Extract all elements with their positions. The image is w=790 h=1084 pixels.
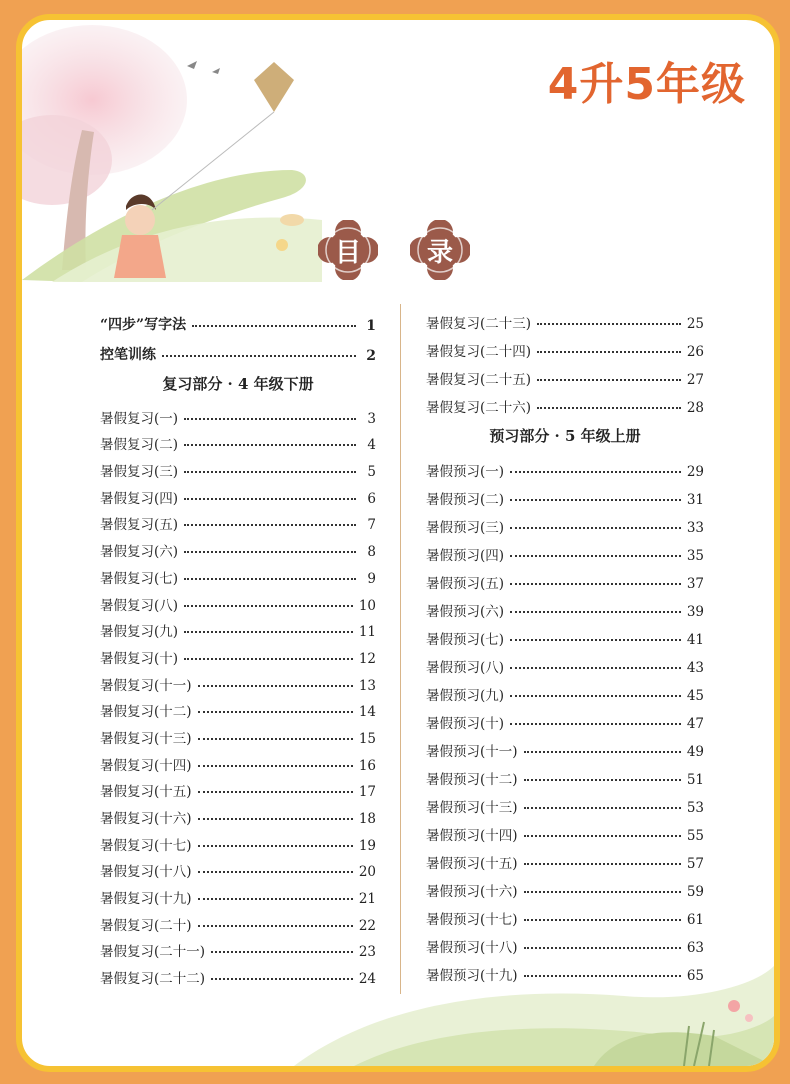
entry-page: 41 (686, 632, 704, 648)
entry-page: 21 (358, 891, 376, 908)
entry-page: 5 (367, 464, 376, 481)
entry-page: 8 (367, 544, 376, 561)
toc-entry[interactable] (100, 304, 376, 334)
entry-label: 暑假预习(三) (426, 520, 505, 536)
toc-entry[interactable] (426, 564, 704, 592)
leader-dots (510, 471, 681, 473)
entry-page: 13 (358, 677, 376, 694)
heading-badge (318, 220, 378, 280)
leader-dots (184, 631, 353, 633)
entry-label: 暑假预习(十五) (426, 856, 518, 872)
entry-label: 暑假复习(五) (100, 517, 179, 534)
leader-dots (524, 835, 681, 837)
heading-badge (410, 220, 470, 280)
entry-label: 暑假复习(四) (100, 490, 179, 507)
entry-page: 59 (686, 884, 704, 900)
entry-page: 47 (686, 716, 704, 732)
entry-page: 17 (358, 784, 376, 801)
entry-page: 19 (358, 837, 376, 854)
toc-entry[interactable] (426, 360, 704, 388)
toc-entry[interactable] (100, 854, 376, 881)
toc-entry[interactable] (426, 388, 704, 416)
leader-dots (198, 711, 353, 713)
leader-dots (524, 807, 681, 809)
entry-page: 11 (358, 624, 376, 641)
entry-label: 暑假复习(三) (100, 464, 179, 481)
toc-entry[interactable] (100, 453, 376, 480)
leader-dots (184, 444, 356, 446)
toc-entry[interactable] (426, 788, 704, 816)
entry-label: 暑假预习(四) (426, 548, 505, 564)
leader-dots (198, 791, 353, 793)
entry-label: 暑假预习(十二) (426, 772, 518, 788)
leader-dots (510, 527, 681, 529)
leader-dots (510, 723, 681, 725)
heading-char: 目 (334, 237, 361, 268)
leader-dots (510, 639, 681, 641)
entry-page: 16 (358, 757, 376, 774)
grade-title: 4升5年级 (547, 59, 746, 110)
leader-dots (537, 379, 681, 381)
entry-label: 暑假复习(八) (100, 597, 179, 614)
leader-dots (198, 765, 353, 767)
toc-entry[interactable] (426, 816, 704, 844)
entry-page: 23 (358, 944, 376, 961)
toc-entry[interactable] (100, 667, 376, 694)
leader-dots (184, 605, 353, 607)
entry-page: 49 (686, 744, 704, 760)
toc-entry[interactable] (100, 880, 376, 907)
entry-label: 暑假复习(十九) (100, 891, 192, 908)
entry-label: “四步”写字法 (100, 317, 187, 333)
entry-page: 4 (367, 437, 376, 454)
entry-page: 9 (367, 570, 376, 587)
heading-char: 录 (426, 237, 453, 268)
entry-page: 18 (358, 811, 376, 827)
entry-page: 65 (686, 968, 704, 984)
entry-page: 55 (686, 828, 704, 844)
toc-entry[interactable] (426, 452, 704, 480)
leader-dots (184, 418, 356, 420)
leader-dots (524, 779, 681, 781)
leader-dots (184, 578, 356, 580)
leader-dots (537, 407, 681, 409)
entry-page: 15 (358, 730, 376, 747)
leader-dots (184, 524, 356, 526)
toc-entry[interactable] (426, 704, 704, 732)
entry-page: 63 (686, 940, 704, 956)
leader-dots (524, 863, 681, 865)
entry-label: 暑假预习(十七) (426, 912, 518, 928)
section-title-preview: 预习部分 · 5 年级上册 (489, 427, 641, 445)
column-divider (400, 304, 401, 994)
entry-page: 12 (358, 650, 376, 667)
toc-entry[interactable] (100, 747, 376, 774)
entry-label: 暑假复习(二十六) (426, 400, 532, 416)
leader-dots (524, 919, 681, 921)
toc-entry[interactable] (100, 827, 376, 854)
toc-right-column (426, 304, 704, 984)
entry-label: 暑假复习(二十五) (426, 372, 532, 388)
entry-page: 2 (366, 348, 376, 364)
entry-page: 25 (686, 316, 704, 332)
entry-page: 37 (686, 576, 704, 592)
entry-page: 22 (358, 917, 376, 934)
leader-dots (537, 323, 681, 325)
toc-entry[interactable] (100, 640, 376, 667)
entry-label: 暑假预习(十一) (426, 744, 518, 760)
entry-label: 暑假复习(十三) (100, 730, 192, 747)
entry-page: 33 (686, 520, 704, 536)
review-entry-list (100, 400, 376, 987)
toc-entry[interactable] (426, 508, 704, 536)
entry-page: 53 (686, 800, 704, 816)
entry-label: 暑假复习(二十二) (100, 971, 206, 988)
entry-page: 31 (686, 492, 704, 508)
toc-entry[interactable] (100, 694, 376, 721)
entry-label: 暑假预习(十八) (426, 940, 518, 956)
entry-label: 暑假预习(二) (426, 492, 505, 508)
review-entry-list-continued (426, 304, 704, 416)
entry-label: 暑假复习(二十一) (100, 944, 206, 961)
leader-dots (184, 658, 353, 660)
toc-entry[interactable] (100, 480, 376, 507)
leader-dots (510, 499, 681, 501)
toc-entry[interactable] (426, 760, 704, 788)
entry-label: 暑假复习(六) (100, 544, 179, 561)
entry-label: 暑假复习(十七) (100, 837, 192, 854)
entry-label: 暑假预习(十三) (426, 800, 518, 816)
leader-dots (162, 355, 356, 357)
leader-dots (198, 871, 353, 873)
entry-label: 暑假复习(二) (100, 437, 179, 454)
entry-label: 控笔训练 (100, 347, 156, 363)
entry-label: 暑假复习(十六) (100, 811, 192, 827)
entry-label: 暑假预习(六) (426, 604, 505, 620)
entry-page: 45 (686, 688, 704, 704)
toc-entry[interactable] (100, 507, 376, 534)
entry-label: 暑假预习(十六) (426, 884, 518, 900)
entry-label: 暑假复习(十二) (100, 704, 192, 721)
entry-page: 6 (367, 490, 376, 507)
entry-page: 24 (358, 971, 376, 988)
entry-page: 26 (686, 344, 704, 360)
entry-label: 暑假预习(十九) (426, 968, 518, 984)
toc-entry[interactable] (100, 560, 376, 587)
entry-label: 暑假复习(二十四) (426, 344, 532, 360)
entry-page: 51 (686, 772, 704, 788)
entry-label: 暑假复习(二十三) (426, 316, 532, 332)
leader-dots (510, 583, 681, 585)
toc-entry[interactable] (100, 427, 376, 454)
entry-label: 暑假复习(九) (100, 624, 179, 641)
toc-entry[interactable] (426, 872, 704, 900)
page-frame (16, 14, 780, 1072)
entry-label: 暑假预习(七) (426, 632, 505, 648)
toc-entry[interactable] (100, 334, 376, 364)
leader-dots (510, 695, 681, 697)
entry-label: 暑假复习(十四) (100, 757, 192, 774)
toc-entry[interactable] (426, 536, 704, 564)
entry-page: 28 (686, 400, 704, 416)
preview-entry-list (426, 452, 704, 984)
leader-dots (524, 751, 681, 753)
toc-entry[interactable] (426, 844, 704, 872)
leader-dots (198, 845, 353, 847)
entry-page: 61 (686, 912, 704, 928)
entry-label: 暑假预习(九) (426, 688, 505, 704)
entry-label: 暑假预习(五) (426, 576, 505, 592)
entry-label: 暑假预习(十) (426, 716, 505, 732)
toc-entry[interactable] (426, 900, 704, 928)
entry-page: 29 (686, 464, 704, 480)
entry-label: 暑假复习(二十) (100, 917, 192, 934)
toc-entry[interactable] (100, 533, 376, 560)
entry-label: 暑假复习(一) (100, 410, 179, 427)
entry-label: 暑假预习(一) (426, 464, 505, 480)
tree-kite-illustration (22, 20, 342, 290)
toc-entry[interactable] (426, 620, 704, 648)
entry-page: 27 (686, 372, 704, 388)
leader-dots (510, 611, 681, 613)
leader-dots (198, 685, 353, 687)
leader-dots (537, 351, 681, 353)
entry-label: 暑假复习(十) (100, 650, 179, 667)
toc-heading (318, 220, 478, 280)
toc-entry[interactable] (426, 676, 704, 704)
toc-entry[interactable] (426, 480, 704, 508)
entry-page: 14 (358, 704, 376, 721)
leader-dots (510, 667, 681, 669)
landscape-illustration (294, 926, 774, 1066)
toc-entry[interactable] (100, 400, 376, 427)
toc-entry[interactable] (426, 732, 704, 760)
leader-dots (198, 818, 353, 820)
leader-dots (184, 498, 356, 500)
entry-label: 暑假预习(八) (426, 660, 505, 676)
entry-page: 3 (367, 410, 376, 427)
section-title-review: 复习部分 · 4 年级下册 (162, 375, 314, 393)
entry-page: 7 (367, 517, 376, 534)
toc-entry[interactable] (426, 332, 704, 360)
entry-label: 暑假预习(十四) (426, 828, 518, 844)
leader-dots (192, 325, 356, 327)
toc-entry[interactable] (100, 774, 376, 801)
leader-dots (184, 471, 356, 473)
toc-entry[interactable] (100, 800, 376, 827)
entry-page: 35 (686, 548, 704, 564)
toc-entry[interactable] (426, 648, 704, 676)
entry-label: 暑假复习(十八) (100, 864, 192, 881)
leader-dots (198, 898, 353, 900)
toc-entry[interactable] (426, 592, 704, 620)
leader-dots (524, 891, 681, 893)
leader-dots (510, 555, 681, 557)
entry-page: 43 (686, 660, 704, 676)
entry-page: 20 (358, 864, 376, 881)
entry-label: 暑假复习(十五) (100, 784, 192, 801)
leader-dots (184, 551, 356, 553)
entry-page: 39 (686, 604, 704, 620)
toc-entry[interactable] (100, 614, 376, 641)
entry-page: 10 (358, 597, 376, 614)
entry-label: 暑假复习(七) (100, 570, 179, 587)
leader-dots (198, 738, 353, 740)
toc-left-column (100, 304, 376, 987)
toc-entry[interactable] (100, 720, 376, 747)
toc-entry[interactable] (426, 304, 704, 332)
entry-label: 暑假复习(十一) (100, 677, 192, 694)
entry-page: 1 (366, 318, 376, 334)
entry-page: 57 (686, 856, 704, 872)
toc-entry[interactable] (100, 587, 376, 614)
